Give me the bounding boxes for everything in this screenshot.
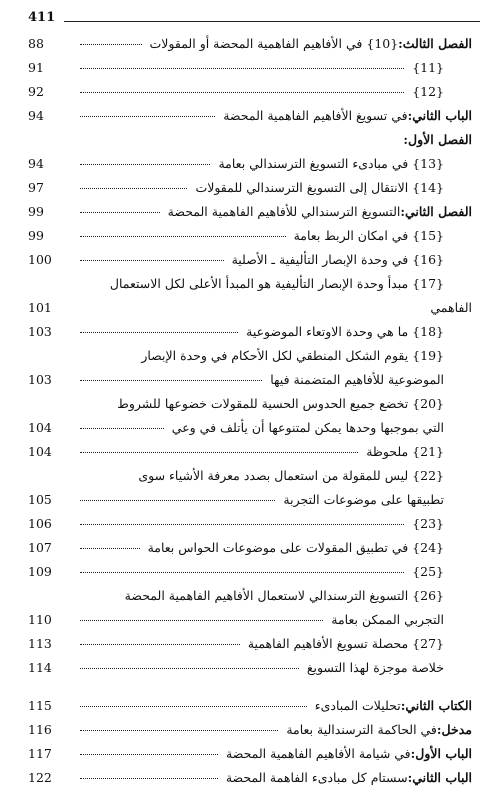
toc-entry-title	[226, 766, 472, 790]
toc-entry-text: الموضوعية للأفاهيم المتضمنة فيها	[270, 372, 444, 387]
toc-entry-text: {20} تخضع جميع الحدوس الحسية للمقولات خضوعها للشروط	[117, 396, 444, 411]
page-header	[28, 10, 480, 28]
toc-page-number: 114	[28, 660, 52, 675]
toc-entry-title	[366, 440, 444, 464]
dot-leader	[80, 332, 238, 333]
toc-entry-title	[141, 344, 444, 368]
toc-entry-text: {23}	[412, 516, 444, 531]
toc-entry[interactable]	[0, 368, 500, 392]
toc-entry-text: سستام كل مبادىء الفاهمة المحضة	[225, 770, 408, 785]
toc-entry-text: التسويغ الترسندالي للأفاهيم الفاهمية المحضة	[167, 204, 401, 219]
toc-entry-text: {21} ملحوظة	[366, 444, 444, 459]
toc-page-number: 99	[28, 228, 44, 243]
toc-entry[interactable]	[0, 584, 500, 608]
toc-entry-title	[218, 152, 444, 176]
toc-entry-title	[307, 656, 444, 680]
toc-entry-title	[270, 368, 444, 392]
toc-entry-heading: الباب الثاني:	[407, 108, 472, 123]
toc-entry-title	[412, 512, 444, 536]
toc-page-number: 100	[28, 252, 52, 267]
toc-entry-title	[195, 176, 444, 200]
dot-leader	[80, 92, 404, 93]
toc-page-number: 103	[28, 324, 52, 339]
toc-entry-title	[412, 560, 444, 584]
toc-entry[interactable]	[0, 536, 500, 560]
toc-entry[interactable]	[0, 766, 500, 790]
toc-entry[interactable]	[0, 152, 500, 176]
dot-leader	[80, 236, 286, 237]
toc-page-number: 117	[28, 746, 52, 761]
toc-entry-text: {10} في الأفاهيم الفاهمية المحضة أو المقولات	[149, 36, 399, 51]
dot-leader	[80, 778, 218, 779]
toc-entry-text: {24} في تطبيق المقولات على موضوعات الحواس بعامة	[147, 540, 444, 555]
toc-entry-text: تطبيقها على موضوعات التجربة	[283, 492, 444, 507]
toc-entry-title	[138, 464, 444, 488]
toc-entry[interactable]	[0, 560, 500, 584]
toc-entry[interactable]	[0, 742, 500, 766]
toc-entry-text: {14} الانتقال إلى التسويغ الترسندالي للمقولات	[195, 180, 444, 195]
dot-leader	[80, 706, 307, 707]
toc-page-number: 94	[28, 156, 44, 171]
toc-entry-title	[403, 128, 472, 152]
toc-entry-title	[286, 718, 472, 742]
dot-leader	[80, 164, 210, 165]
toc-entry-text: {11}	[412, 60, 444, 75]
toc-entry-title	[148, 536, 444, 560]
toc-entry-title	[248, 632, 444, 656]
toc-entry-title	[110, 272, 444, 296]
dot-leader	[80, 260, 224, 261]
toc-page-number: 110	[28, 612, 52, 627]
toc-entry-heading: الكتاب الثاني:	[400, 698, 472, 713]
table-of-contents	[0, 32, 500, 790]
toc-entry-title	[125, 584, 444, 608]
toc-entry-title	[226, 742, 472, 766]
toc-entry-title	[412, 56, 444, 80]
toc-entry-title	[331, 608, 444, 632]
toc-entry-heading: الباب الثاني:	[407, 770, 472, 785]
toc-page-number: 103	[28, 372, 52, 387]
toc-entry[interactable]	[0, 56, 500, 80]
toc-entry[interactable]	[0, 272, 500, 296]
toc-entry-text: الفاهمي	[430, 300, 472, 315]
toc-entry-text: خلاصة موجزة لهذا التسويغ	[306, 660, 444, 675]
toc-entry-text: التجربي الممكن بعامة	[331, 612, 444, 627]
toc-entry-text: في الحاكمة الترسندالية بعامة	[286, 722, 437, 737]
dot-leader	[80, 730, 278, 731]
toc-entry[interactable]	[0, 488, 500, 512]
toc-entry-heading: الفصل الثاني:	[400, 204, 472, 219]
toc-entry[interactable]	[0, 104, 500, 128]
dot-leader	[80, 380, 262, 381]
toc-entry[interactable]	[0, 392, 500, 416]
toc-entry-text: {17} مبدأ وحدة الإبصار التأليفية هو المبدأ الأعلى لكل الاستعمال	[109, 276, 444, 291]
toc-entry[interactable]	[0, 80, 500, 104]
toc-page-number: 88	[28, 36, 44, 51]
dot-leader	[80, 548, 140, 549]
toc-page-number: 122	[28, 770, 52, 785]
toc-entry-title	[315, 694, 472, 718]
toc-page-number: 97	[28, 180, 44, 195]
toc-entry-title	[168, 200, 472, 224]
toc-page-number: 107	[28, 540, 52, 555]
toc-entry-text: {22} ليس للمقولة من استعمال بصدد معرفة الأشياء سوى	[138, 468, 444, 483]
toc-entry[interactable]	[0, 512, 500, 536]
toc-entry[interactable]	[0, 32, 500, 56]
toc-entry-heading: الفصل الثالث:	[398, 36, 472, 51]
dot-leader	[80, 212, 160, 213]
dot-leader	[80, 620, 323, 621]
toc-entry[interactable]	[0, 464, 500, 488]
toc-entry[interactable]	[0, 656, 500, 680]
toc-entry[interactable]	[0, 320, 500, 344]
toc-entry-title	[232, 248, 444, 272]
toc-entry-title	[283, 488, 444, 512]
toc-entry[interactable]	[0, 718, 500, 742]
toc-entry[interactable]	[0, 440, 500, 464]
toc-entry[interactable]	[0, 694, 500, 718]
toc-page-number: 115	[28, 698, 52, 713]
dot-leader	[80, 644, 240, 645]
toc-entry-title	[172, 416, 444, 440]
toc-entry-text: تحليلات المبادىء	[314, 698, 401, 713]
toc-entry-title	[294, 224, 444, 248]
toc-page-number: 104	[28, 420, 52, 435]
toc-page-number: 104	[28, 444, 52, 459]
toc-entry-text: {13} في مبادىء التسويغ الترسندالي بعامة	[218, 156, 444, 171]
toc-page-number: 109	[28, 564, 52, 579]
toc-entry-text: {27} محصلة تسويغ الأفاهيم الفاهمية	[247, 636, 444, 651]
toc-page-number: 101	[28, 300, 52, 315]
toc-entry-heading: الفصل الأول:	[403, 132, 472, 147]
dot-leader	[80, 452, 358, 453]
toc-entry-text: {25}	[412, 564, 444, 579]
toc-entry[interactable]	[0, 224, 500, 248]
dot-leader	[80, 524, 404, 525]
toc-entry-title	[62, 296, 472, 320]
toc-entry[interactable]	[0, 632, 500, 656]
toc-entry-title	[223, 104, 472, 128]
toc-entry-text: {12}	[412, 84, 444, 99]
toc-page-number: 91	[28, 60, 44, 75]
toc-page-number: 105	[28, 492, 52, 507]
toc-page-number: 94	[28, 108, 44, 123]
toc-entry[interactable]	[0, 416, 500, 440]
dot-leader	[80, 668, 299, 669]
toc-entry-text: التي بموجبها وحدها يمكن لمتنوعها أن يأتلف في وعي	[171, 420, 444, 435]
toc-entry-heading: الباب الأول:	[410, 746, 472, 761]
toc-entry-text: في تسويغ الأفاهيم الفاهمية المحضة	[223, 108, 408, 123]
dot-leader	[80, 116, 215, 117]
dot-leader	[80, 754, 218, 755]
toc-entry-title	[117, 392, 444, 416]
toc-entry[interactable]	[0, 296, 500, 320]
toc-entry[interactable]	[0, 200, 500, 224]
dot-leader	[80, 68, 404, 69]
toc-page-number: 116	[28, 722, 52, 737]
toc-entry[interactable]	[0, 344, 500, 368]
toc-entry-text: {19} يقوم الشكل المنطقي لكل الأحكام في وحدة الإبصار	[141, 348, 444, 363]
toc-entry-title	[412, 80, 444, 104]
toc-spacer	[0, 680, 500, 694]
toc-entry-text: {15} في امكان الربط بعامة	[293, 228, 444, 243]
dot-leader	[80, 572, 404, 573]
toc-page-number: 99	[28, 204, 44, 219]
toc-page-number: 92	[28, 84, 44, 99]
toc-entry[interactable]	[0, 248, 500, 272]
header-rule	[64, 21, 480, 22]
dot-leader	[80, 500, 275, 501]
toc-entry-heading: مدخل:	[436, 722, 472, 737]
toc-entry[interactable]	[0, 608, 500, 632]
dot-leader	[80, 188, 187, 189]
toc-entry[interactable]	[0, 176, 500, 200]
toc-entry[interactable]	[0, 128, 500, 152]
toc-entry-title	[150, 32, 472, 56]
toc-entry-text: في شيامة الأفاهيم الفاهمية المحضة	[226, 746, 411, 761]
dot-leader	[80, 428, 164, 429]
toc-entry-text: {26} التسويغ الترسندالي لاستعمال الأفاهيم الفاهمية المحضة	[124, 588, 444, 603]
page-number: 411	[28, 10, 56, 25]
toc-page-number: 113	[28, 636, 52, 651]
toc-entry-title	[246, 320, 444, 344]
toc-page-number: 106	[28, 516, 52, 531]
toc-entry-text: {18} ما هي وحدة الاوتعاء الموضوعية	[246, 324, 444, 339]
dot-leader	[80, 44, 142, 45]
toc-entry-text: {16} في وحدة الإبصار التأليفية ـ الأصلية	[231, 252, 444, 267]
